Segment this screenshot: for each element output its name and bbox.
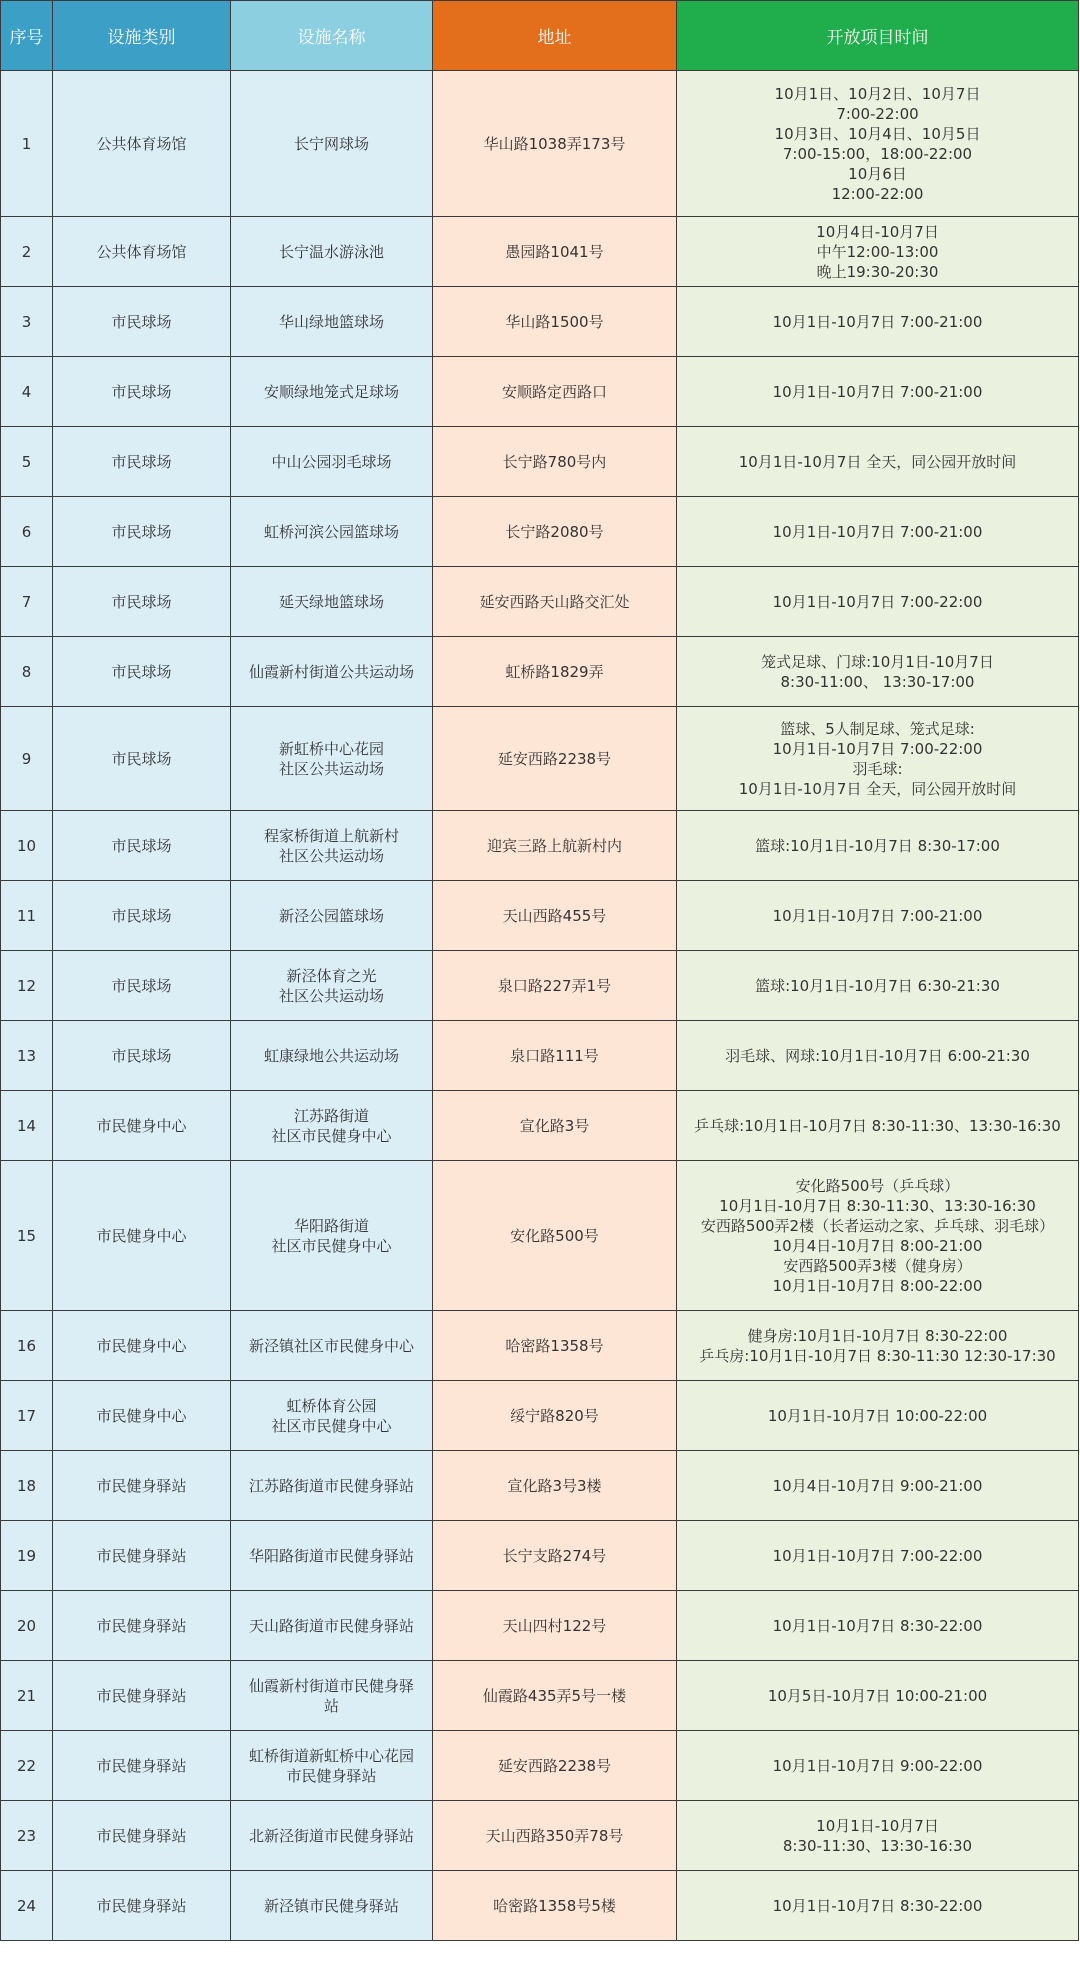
table-row xyxy=(1,1521,1079,1591)
facility-name-cell xyxy=(231,1091,433,1161)
index-cell: 20 xyxy=(1,1591,53,1661)
address-cell: 华山路1500号 xyxy=(433,287,677,357)
index-cell: 16 xyxy=(1,1311,53,1381)
opening-time-line: 10月1日-10月7日 7:00-22:00 xyxy=(772,1546,983,1565)
index-cell: 24 xyxy=(1,1871,53,1941)
address-cell: 愚园路1041号 xyxy=(433,217,677,287)
address-cell: 哈密路1358号5楼 xyxy=(433,1871,677,1941)
facility-name-line: 程家桥街道上航新村 xyxy=(263,826,399,845)
category-cell: 市民健身中心 xyxy=(53,1091,231,1161)
facility-name-cell xyxy=(231,217,433,287)
header-time: 开放项目时间 xyxy=(677,1,1079,71)
opening-time-line: 12:00-22:00 xyxy=(831,184,924,203)
index-cell: 5 xyxy=(1,427,53,497)
table-row xyxy=(1,1661,1079,1731)
opening-time-cell xyxy=(677,1021,1079,1091)
category-cell: 市民健身驿站 xyxy=(53,1451,231,1521)
facility-name-line: 社区市民健身中心 xyxy=(271,1236,392,1255)
table-row xyxy=(1,707,1079,811)
address-cell: 宣化路3号3楼 xyxy=(433,1451,677,1521)
facility-name-line: 新泾镇社区市民健身中心 xyxy=(248,1336,414,1355)
category-cell: 市民球场 xyxy=(53,637,231,707)
opening-time-cell xyxy=(677,1381,1079,1451)
table-row xyxy=(1,357,1079,427)
facility-name-line: 站 xyxy=(323,1696,339,1715)
table-row xyxy=(1,1021,1079,1091)
table-row xyxy=(1,1381,1079,1451)
facility-name-line: 社区公共运动场 xyxy=(278,759,384,778)
facility-name-line: 市民健身驿站 xyxy=(286,1766,377,1785)
facility-name-cell xyxy=(231,1521,433,1591)
category-cell: 公共体育场馆 xyxy=(53,217,231,287)
opening-time-cell xyxy=(677,1591,1079,1661)
facility-name-line: 新泾镇市民健身驿站 xyxy=(263,1896,399,1915)
index-cell: 11 xyxy=(1,881,53,951)
opening-time-cell xyxy=(677,637,1079,707)
index-cell: 7 xyxy=(1,567,53,637)
facility-name-cell xyxy=(231,497,433,567)
category-cell: 公共体育场馆 xyxy=(53,71,231,217)
facility-name-line: 仙霞新村街道市民健身驿 xyxy=(248,1676,414,1695)
facility-name-line: 天山路街道市民健身驿站 xyxy=(248,1616,414,1635)
opening-time-cell xyxy=(677,1161,1079,1311)
index-cell: 19 xyxy=(1,1521,53,1591)
table-row xyxy=(1,287,1079,357)
index-cell: 6 xyxy=(1,497,53,567)
header-name: 设施名称 xyxy=(231,1,433,71)
address-cell: 延安西路2238号 xyxy=(433,1731,677,1801)
category-cell: 市民球场 xyxy=(53,707,231,811)
facility-name-line: 社区公共运动场 xyxy=(278,846,384,865)
facility-name-line: 虹桥街道新虹桥中心花园 xyxy=(248,1746,414,1765)
address-cell: 天山西路350弄78号 xyxy=(433,1801,677,1871)
index-cell: 18 xyxy=(1,1451,53,1521)
table-row xyxy=(1,881,1079,951)
index-cell: 14 xyxy=(1,1091,53,1161)
opening-time-cell xyxy=(677,1661,1079,1731)
facility-name-line: 新虹桥中心花园 xyxy=(278,739,384,758)
opening-time-line: 10月1日-10月7日 全天，同公园开放时间 xyxy=(738,452,1017,471)
facility-name-line: 新泾公园篮球场 xyxy=(278,906,384,925)
facility-name-cell xyxy=(231,427,433,497)
address-cell: 长宁路780号内 xyxy=(433,427,677,497)
facility-name-line: 社区市民健身中心 xyxy=(271,1126,392,1145)
opening-time-line: 健身房:10月1日-10月7日 8:30-22:00 xyxy=(747,1326,1008,1345)
table-row xyxy=(1,567,1079,637)
address-cell: 仙霞路435弄5号一楼 xyxy=(433,1661,677,1731)
address-cell: 虹桥路1829弄 xyxy=(433,637,677,707)
facility-name-cell xyxy=(231,357,433,427)
facility-name-cell xyxy=(231,287,433,357)
opening-time-line: 篮球、5人制足球、笼式足球: xyxy=(780,719,975,738)
facility-name-cell xyxy=(231,811,433,881)
opening-time-line: 乒乓房:10月1日-10月7日 8:30-11:30 12:30-17:30 xyxy=(699,1346,1056,1365)
opening-time-line: 10月1日-10月7日 7:00-21:00 xyxy=(772,312,983,331)
opening-time-cell xyxy=(677,427,1079,497)
opening-time-cell xyxy=(677,811,1079,881)
index-cell: 8 xyxy=(1,637,53,707)
opening-time-line: 10月1日-10月7日 7:00-22:00 xyxy=(772,739,983,758)
category-cell: 市民健身驿站 xyxy=(53,1591,231,1661)
opening-time-line: 10月4日-10月7日 9:00-21:00 xyxy=(772,1476,983,1495)
facility-name-line: 华阳路街道 xyxy=(293,1216,369,1235)
facility-name-cell xyxy=(231,567,433,637)
header-row xyxy=(1,1,1079,71)
category-cell: 市民健身驿站 xyxy=(53,1661,231,1731)
facility-name-line: 江苏路街道市民健身驿站 xyxy=(248,1476,414,1495)
opening-time-line: 10月1日-10月7日 7:00-21:00 xyxy=(772,382,983,401)
facility-name-cell xyxy=(231,71,433,217)
category-cell: 市民健身中心 xyxy=(53,1381,231,1451)
opening-time-line: 10月4日-10月7日 8:00-21:00 xyxy=(772,1236,983,1255)
opening-time-line: 篮球:10月1日-10月7日 8:30-17:00 xyxy=(755,836,1000,855)
facility-name-cell xyxy=(231,637,433,707)
address-cell: 华山路1038弄173号 xyxy=(433,71,677,217)
facility-name-line: 延天绿地篮球场 xyxy=(278,592,384,611)
address-cell: 延安西路2238号 xyxy=(433,707,677,811)
opening-time-line: 10月1日-10月7日 8:30-11:30、13:30-16:30 xyxy=(719,1196,1036,1215)
facility-name-cell xyxy=(231,1871,433,1941)
facility-name-line: 虹康绿地公共运动场 xyxy=(263,1046,399,1065)
address-cell: 长宁支路274号 xyxy=(433,1521,677,1591)
table-row xyxy=(1,1091,1079,1161)
category-cell: 市民球场 xyxy=(53,287,231,357)
address-cell: 长宁路2080号 xyxy=(433,497,677,567)
opening-time-line: 10月1日-10月7日 xyxy=(816,1816,939,1835)
table-header xyxy=(1,1,1079,71)
opening-time-line: 乒乓球:10月1日-10月7日 8:30-11:30、13:30-16:30 xyxy=(694,1116,1061,1135)
category-cell: 市民球场 xyxy=(53,357,231,427)
opening-time-cell xyxy=(677,287,1079,357)
table-row xyxy=(1,1591,1079,1661)
opening-time-cell xyxy=(677,71,1079,217)
opening-time-line: 10月1日-10月7日 7:00-22:00 xyxy=(772,592,983,611)
address-cell: 绥宁路820号 xyxy=(433,1381,677,1451)
index-cell: 21 xyxy=(1,1661,53,1731)
opening-time-line: 10月4日-10月7日 xyxy=(816,222,939,241)
table-row xyxy=(1,427,1079,497)
facility-name-cell xyxy=(231,881,433,951)
index-cell: 1 xyxy=(1,71,53,217)
table-row xyxy=(1,1801,1079,1871)
header-index: 序号 xyxy=(1,1,53,71)
opening-time-line: 中午12:00-13:00 xyxy=(816,242,939,261)
opening-time-line: 10月1日-10月7日 9:00-22:00 xyxy=(772,1756,983,1775)
address-cell: 安顺路定西路口 xyxy=(433,357,677,427)
category-cell: 市民球场 xyxy=(53,1021,231,1091)
opening-time-line: 羽毛球: xyxy=(852,759,903,778)
opening-time-cell xyxy=(677,881,1079,951)
category-cell: 市民健身驿站 xyxy=(53,1801,231,1871)
opening-time-cell xyxy=(677,357,1079,427)
table-row xyxy=(1,497,1079,567)
table-row xyxy=(1,71,1079,217)
opening-time-cell xyxy=(677,1311,1079,1381)
index-cell: 3 xyxy=(1,287,53,357)
table-row xyxy=(1,1311,1079,1381)
opening-time-line: 10月1日-10月7日 7:00-21:00 xyxy=(772,906,983,925)
facility-name-line: 华山绿地篮球场 xyxy=(278,312,384,331)
facility-name-line: 长宁网球场 xyxy=(293,134,369,153)
facility-name-cell xyxy=(231,1731,433,1801)
table-row xyxy=(1,811,1079,881)
opening-time-line: 笼式足球、门球:10月1日-10月7日 xyxy=(761,652,994,671)
opening-time-cell xyxy=(677,1871,1079,1941)
index-cell: 23 xyxy=(1,1801,53,1871)
facility-name-line: 中山公园羽毛球场 xyxy=(271,452,392,471)
opening-time-cell xyxy=(677,1091,1079,1161)
category-cell: 市民健身中心 xyxy=(53,1311,231,1381)
facility-name-cell xyxy=(231,1801,433,1871)
opening-time-cell xyxy=(677,1451,1079,1521)
facility-name-line: 新泾体育之光 xyxy=(286,966,377,985)
index-cell: 22 xyxy=(1,1731,53,1801)
address-cell: 泉口路111号 xyxy=(433,1021,677,1091)
index-cell: 2 xyxy=(1,217,53,287)
opening-time-line: 10月5日-10月7日 10:00-21:00 xyxy=(767,1686,988,1705)
opening-time-line: 安西路500弄3楼（健身房） xyxy=(783,1256,972,1275)
facility-name-cell xyxy=(231,1661,433,1731)
index-cell: 15 xyxy=(1,1161,53,1311)
opening-time-line: 7:00-15:00，18:00-22:00 xyxy=(782,144,973,163)
address-cell: 宣化路3号 xyxy=(433,1091,677,1161)
index-cell: 10 xyxy=(1,811,53,881)
index-cell: 17 xyxy=(1,1381,53,1451)
opening-time-cell xyxy=(677,707,1079,811)
opening-time-line: 8:30-11:30、13:30-16:30 xyxy=(782,1836,973,1855)
category-cell: 市民球场 xyxy=(53,567,231,637)
facility-name-cell xyxy=(231,951,433,1021)
opening-time-line: 安化路500号（乒乓球） xyxy=(795,1176,960,1195)
opening-time-line: 10月1日、10月2日、10月7日 xyxy=(774,84,981,103)
opening-time-line: 羽毛球、网球:10月1日-10月7日 6:00-21:30 xyxy=(725,1046,1030,1065)
opening-time-cell xyxy=(677,567,1079,637)
opening-time-line: 10月1日-10月7日 8:30-22:00 xyxy=(772,1616,983,1635)
facility-name-cell xyxy=(231,707,433,811)
address-cell: 哈密路1358号 xyxy=(433,1311,677,1381)
index-cell: 12 xyxy=(1,951,53,1021)
facility-name-line: 社区公共运动场 xyxy=(278,986,384,1005)
address-cell: 安化路500号 xyxy=(433,1161,677,1311)
opening-time-line: 晚上19:30-20:30 xyxy=(816,262,939,281)
opening-time-line: 10月1日-10月7日 8:30-22:00 xyxy=(772,1896,983,1915)
index-cell: 13 xyxy=(1,1021,53,1091)
opening-time-cell xyxy=(677,217,1079,287)
table-row xyxy=(1,1451,1079,1521)
opening-time-line: 篮球:10月1日-10月7日 6:30-21:30 xyxy=(755,976,1000,995)
opening-time-line: 10月1日-10月7日 7:00-21:00 xyxy=(772,522,983,541)
facility-name-line: 安顺绿地笼式足球场 xyxy=(263,382,399,401)
opening-time-line: 10月3日、10月4日、10月5日 xyxy=(774,124,981,143)
category-cell: 市民健身中心 xyxy=(53,1161,231,1311)
facility-name-cell xyxy=(231,1591,433,1661)
address-cell: 天山四村122号 xyxy=(433,1591,677,1661)
opening-time-cell xyxy=(677,951,1079,1021)
opening-time-cell xyxy=(677,497,1079,567)
facility-name-cell xyxy=(231,1311,433,1381)
category-cell: 市民球场 xyxy=(53,881,231,951)
facility-name-cell xyxy=(231,1021,433,1091)
address-cell: 天山西路455号 xyxy=(433,881,677,951)
opening-time-cell xyxy=(677,1731,1079,1801)
facility-name-cell xyxy=(231,1381,433,1451)
category-cell: 市民健身驿站 xyxy=(53,1731,231,1801)
table-row xyxy=(1,637,1079,707)
category-cell: 市民球场 xyxy=(53,951,231,1021)
facility-name-line: 长宁温水游泳池 xyxy=(278,242,384,261)
address-cell: 迎宾三路上航新村内 xyxy=(433,811,677,881)
opening-time-line: 10月1日-10月7日 全天，同公园开放时间 xyxy=(738,779,1017,798)
header-address: 地址 xyxy=(433,1,677,71)
opening-time-line: 7:00-22:00 xyxy=(836,104,919,123)
facility-name-line: 虹桥河滨公园篮球场 xyxy=(263,522,399,541)
table-row xyxy=(1,1161,1079,1311)
opening-time-line: 8:30-11:00、 13:30-17:00 xyxy=(780,672,975,691)
category-cell: 市民健身驿站 xyxy=(53,1521,231,1591)
facility-name-line: 华阳路街道市民健身驿站 xyxy=(248,1546,414,1565)
table-body xyxy=(1,71,1079,1941)
index-cell: 9 xyxy=(1,707,53,811)
header-category: 设施类别 xyxy=(53,1,231,71)
address-cell: 泉口路227弄1号 xyxy=(433,951,677,1021)
facility-name-cell xyxy=(231,1451,433,1521)
opening-time-cell xyxy=(677,1521,1079,1591)
facility-name-cell xyxy=(231,1161,433,1311)
facility-name-line: 社区市民健身中心 xyxy=(271,1416,392,1435)
category-cell: 市民健身驿站 xyxy=(53,1871,231,1941)
opening-time-line: 10月1日-10月7日 8:00-22:00 xyxy=(772,1276,983,1295)
category-cell: 市民球场 xyxy=(53,811,231,881)
category-cell: 市民球场 xyxy=(53,497,231,567)
table-row xyxy=(1,217,1079,287)
facility-name-line: 江苏路街道 xyxy=(293,1106,369,1125)
index-cell: 4 xyxy=(1,357,53,427)
table-row xyxy=(1,951,1079,1021)
category-cell: 市民球场 xyxy=(53,427,231,497)
opening-time-line: 安西路500弄2楼（长者运动之家、乒乓球、羽毛球） xyxy=(700,1216,1055,1235)
address-cell: 延安西路天山路交汇处 xyxy=(433,567,677,637)
facility-name-line: 北新泾街道市民健身驿站 xyxy=(248,1826,414,1845)
opening-time-line: 10月6日 xyxy=(848,164,907,183)
facility-name-line: 虹桥体育公园 xyxy=(286,1396,377,1415)
opening-time-line: 10月1日-10月7日 10:00-22:00 xyxy=(767,1406,988,1425)
opening-time-cell xyxy=(677,1801,1079,1871)
facility-name-line: 仙霞新村街道公共运动场 xyxy=(248,662,414,681)
table-row xyxy=(1,1871,1079,1941)
table-row xyxy=(1,1731,1079,1801)
